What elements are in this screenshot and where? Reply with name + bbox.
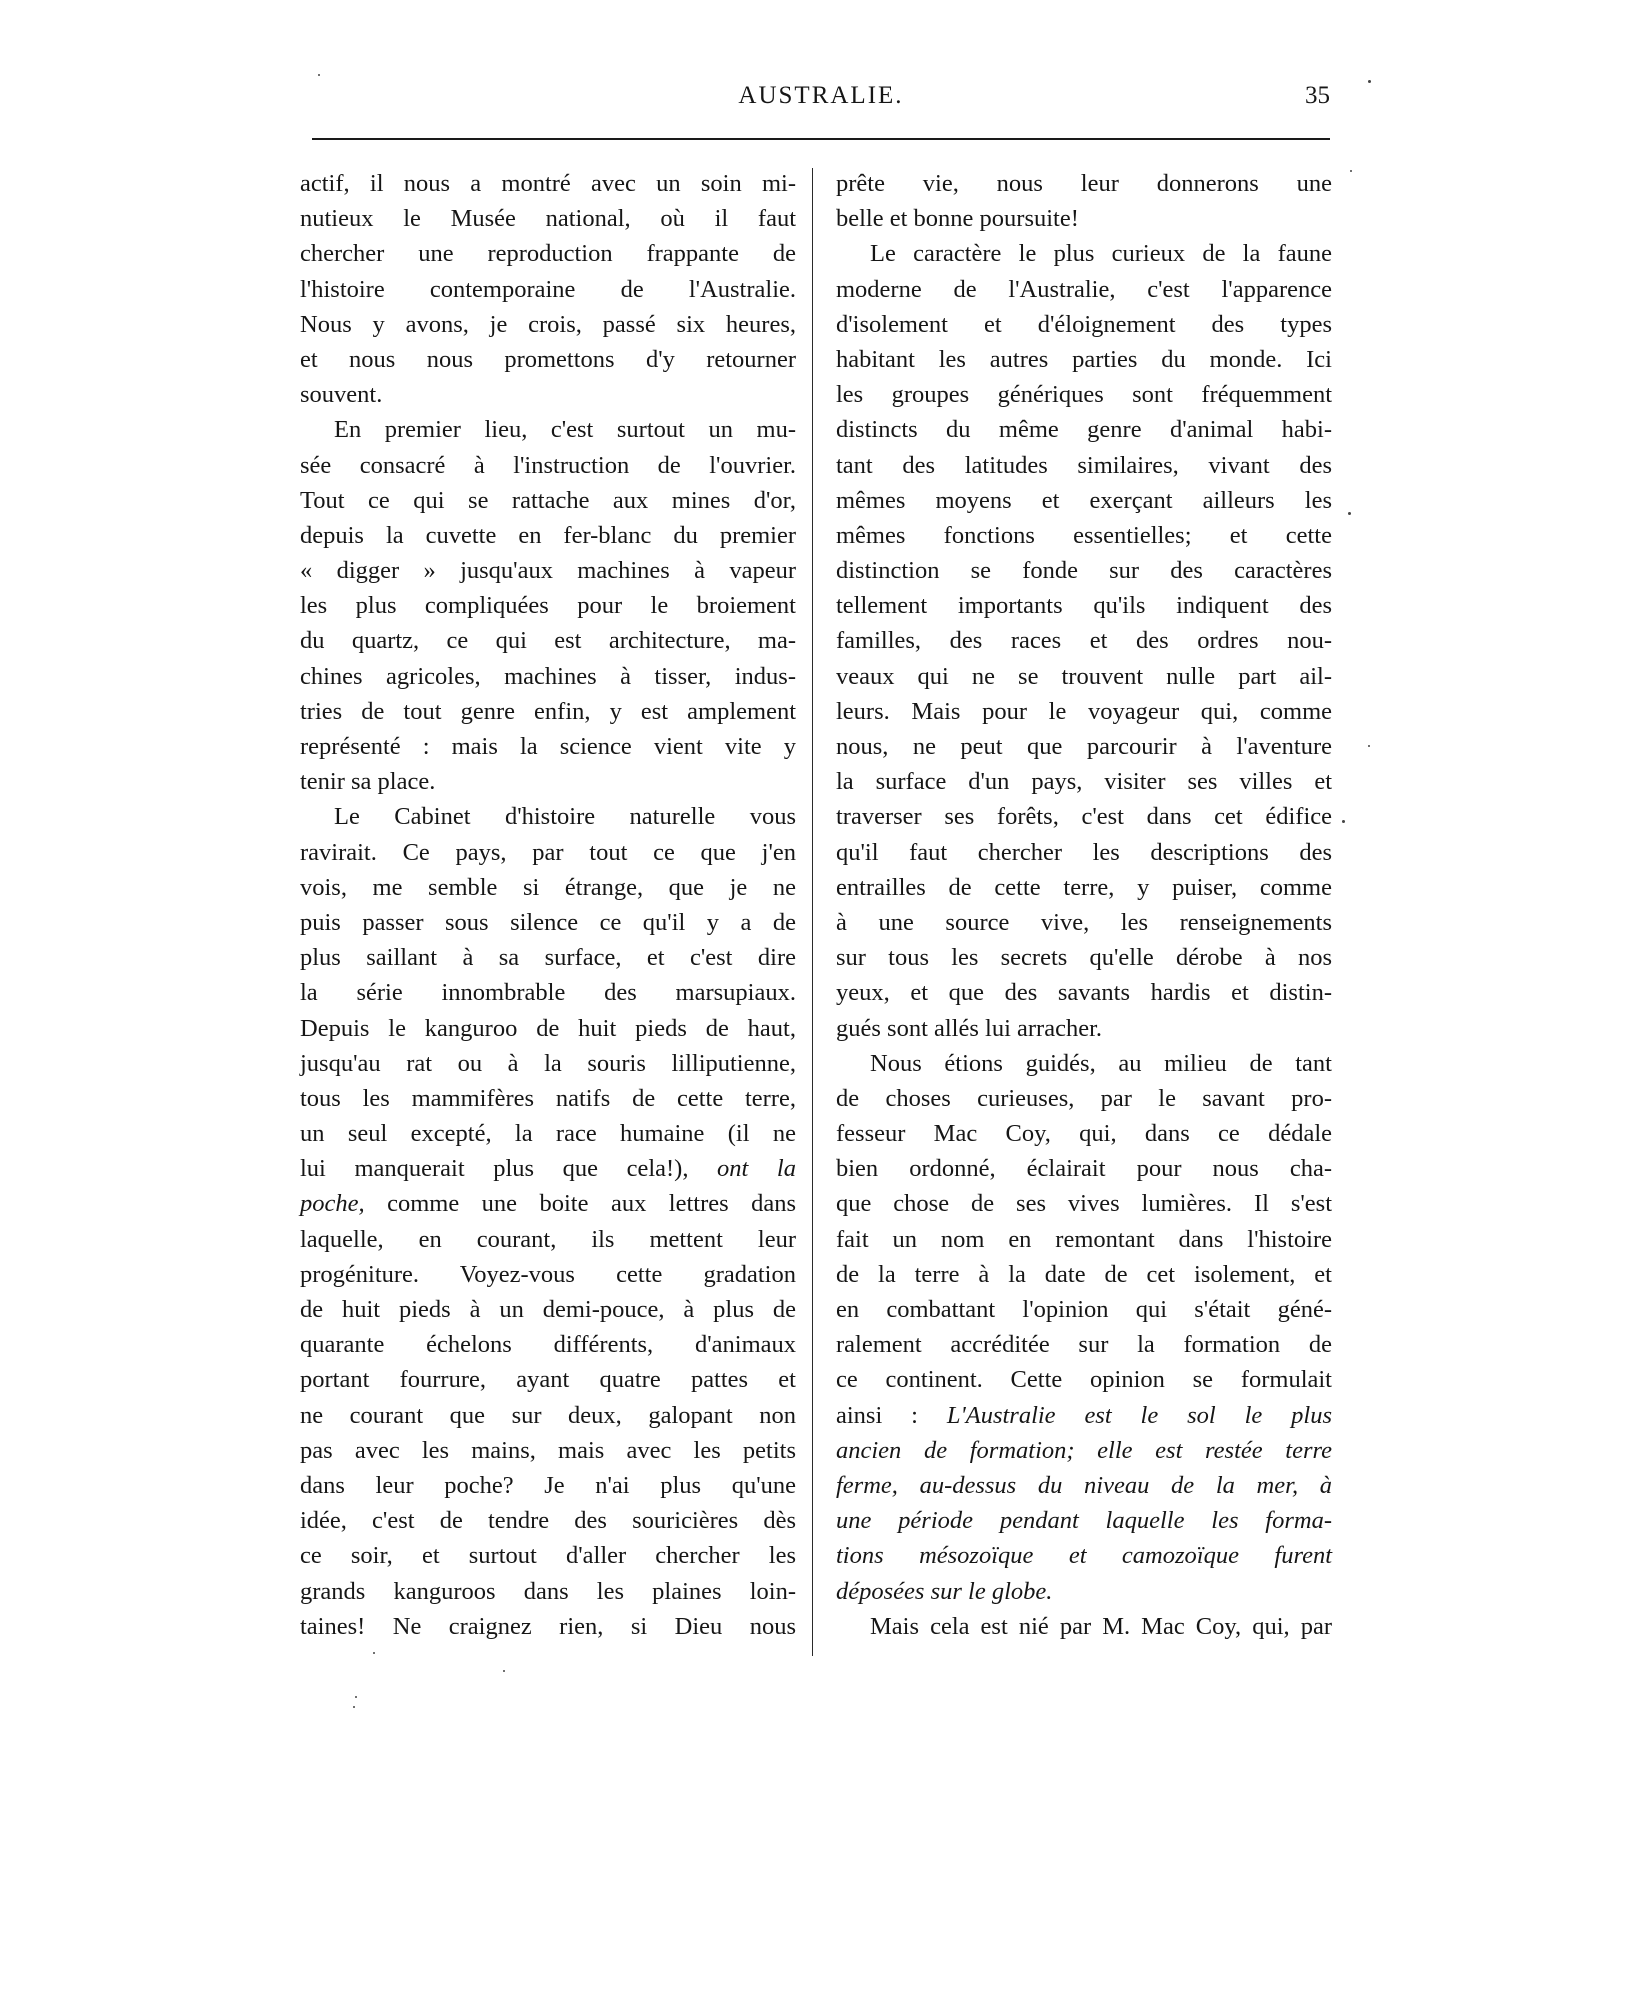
text-line	[300, 1222, 796, 1257]
text-line	[836, 307, 1332, 342]
scan-speck	[355, 1696, 357, 1698]
line-text: dans leur poche? Je n'ai plus qu'une	[300, 1471, 796, 1499]
text-line	[836, 553, 1332, 588]
line-text: chercher une reproduction frappante de	[300, 240, 796, 268]
italic-text: ont la	[717, 1155, 796, 1183]
text-line	[836, 764, 1332, 799]
line-text: jusqu'au rat ou à la souris lilliputienne,	[300, 1049, 796, 1077]
line-text: puis passer sous silence ce qu'il y a de	[300, 908, 796, 936]
line-text: ancien de formation; elle est restée terre	[836, 1436, 1332, 1464]
text-line	[300, 1433, 796, 1468]
line-text: Le caractère le plus curieux de la faune	[870, 240, 1332, 268]
line-text: moderne de l'Australie, c'est l'apparence	[836, 275, 1332, 303]
left-column	[300, 166, 796, 1644]
page-number: 35	[1305, 82, 1330, 109]
text-line	[300, 1046, 796, 1081]
text-line	[300, 236, 796, 271]
line-text: l'histoire contemporaine de l'Australie.	[300, 275, 796, 303]
text-line	[836, 1222, 1332, 1257]
text-line	[836, 1503, 1332, 1538]
text-line	[836, 1292, 1332, 1327]
line-text: yeux, et que des savants hardis et distin-	[836, 979, 1332, 1007]
line-text: un seul excepté, la race humaine (il ne	[300, 1120, 796, 1148]
line-text: vois, me semble si étrange, que je ne	[300, 873, 796, 901]
text-line	[836, 1116, 1332, 1151]
line-text: « digger » jusqu'aux machines à vapeur	[300, 557, 796, 585]
line-text: belle et bonne poursuite!	[836, 205, 1079, 233]
text-line	[300, 412, 796, 447]
text-line	[300, 307, 796, 342]
text-line	[836, 835, 1332, 870]
text-line	[300, 448, 796, 483]
text-line	[300, 1292, 796, 1327]
line-text: du quartz, ce qui est architecture, ma-	[300, 627, 796, 655]
text-line	[836, 377, 1332, 412]
line-text: plus saillant à sa surface, et c'est dire	[300, 944, 796, 972]
text-line	[836, 659, 1332, 694]
text-line	[300, 1011, 796, 1046]
line-text: la série innombrable des marsupiaux.	[300, 979, 796, 1007]
column-divider	[812, 168, 813, 1656]
scan-speck	[503, 1670, 505, 1672]
text-line	[836, 412, 1332, 447]
line-text: actif, il nous a montré avec un soin mi-	[300, 170, 796, 197]
text-line	[836, 799, 1332, 834]
text-line	[836, 1257, 1332, 1292]
line-text: habitant les autres parties du monde. Ici	[836, 345, 1332, 373]
text-line	[836, 1186, 1332, 1221]
text-line	[300, 1362, 796, 1397]
text-line	[836, 975, 1332, 1010]
text-line	[836, 1538, 1332, 1573]
line-text: Nous étions guidés, au milieu de tant	[870, 1049, 1332, 1077]
text-line	[300, 659, 796, 694]
text-line	[836, 905, 1332, 940]
line-text: à une source vive, les renseignements	[836, 908, 1332, 936]
line-text: Depuis le kanguroo de huit pieds de haut,	[300, 1014, 796, 1042]
line-text: ferme, au-dessus du niveau de la mer, à	[836, 1471, 1332, 1499]
text-line	[836, 483, 1332, 518]
text-line	[836, 1011, 1332, 1046]
line-text: une période pendant laquelle les forma-	[836, 1507, 1332, 1535]
text-line	[836, 870, 1332, 905]
text-line	[836, 1609, 1332, 1644]
line-text: depuis la cuvette en fer-blanc du premier	[300, 521, 796, 549]
line-text: les plus compliquées pour le broiement	[300, 592, 796, 620]
line-text: tellement importants qu'ils indiquent des	[836, 592, 1332, 620]
text-line	[836, 518, 1332, 553]
text-line	[300, 1538, 796, 1573]
text-line	[300, 940, 796, 975]
right-column	[836, 166, 1332, 1644]
line-text: mêmes moyens et exerçant ailleurs les	[836, 486, 1332, 514]
text-line	[300, 342, 796, 377]
text-line	[836, 1151, 1332, 1186]
header-rule	[312, 138, 1330, 140]
text-line	[836, 236, 1332, 271]
line-text: et nous nous promettons d'y retourner	[300, 345, 796, 373]
text-line	[300, 1609, 796, 1644]
line-text: veaux qui ne se trouvent nulle part ail-	[836, 662, 1332, 690]
line-text: distinction se fonde sur des caractères	[836, 557, 1332, 585]
line-text: Le Cabinet d'histoire naturelle vous	[334, 803, 796, 831]
line-text: entrailles de cette terre, y puiser, comme	[836, 873, 1332, 901]
line-text: quarante échelons différents, d'animaux	[300, 1331, 796, 1359]
text-line	[300, 1327, 796, 1362]
line-text: Tout ce qui se rattache aux mines d'or,	[300, 486, 796, 514]
scan-speck	[1368, 80, 1371, 83]
text-line	[836, 1574, 1332, 1609]
line-text: grands kanguroos dans les plaines loin-	[300, 1577, 796, 1605]
line-text: pas avec les mains, mais avec les petits	[300, 1436, 796, 1464]
line-text: la surface d'un pays, visiter ses villes et	[836, 768, 1332, 796]
scan-speck	[373, 1652, 375, 1654]
line-text: ralement accréditée sur la formation de	[836, 1331, 1332, 1359]
scan-speck	[353, 1706, 355, 1708]
text-line	[300, 1116, 796, 1151]
text-line	[300, 623, 796, 658]
running-header	[312, 78, 1330, 118]
text-line	[300, 1574, 796, 1609]
line-text: traverser ses forêts, c'est dans cet édifice	[836, 803, 1332, 831]
line-text: en combattant l'opinion qui s'était géné-	[836, 1296, 1332, 1323]
line-text: chines agricoles, machines à tisser, indus-	[300, 662, 796, 690]
line-text: sur tous les secrets qu'elle dérobe à nos	[836, 944, 1332, 972]
line-text: comme une boite aux lettres dans	[387, 1190, 797, 1218]
text-line	[300, 1151, 796, 1186]
text-line	[836, 448, 1332, 483]
line-text: portant fourrure, ayant quatre pattes et	[300, 1366, 796, 1394]
scan-speck	[1342, 820, 1345, 823]
line-text: En premier lieu, c'est surtout un mu-	[334, 416, 796, 444]
line-text: taines! Ne craignez rien, si Dieu nous	[300, 1612, 796, 1640]
text-line	[836, 1327, 1332, 1362]
text-line	[836, 342, 1332, 377]
text-line	[300, 166, 796, 201]
text-line	[300, 729, 796, 764]
line-text: leurs. Mais pour le voyageur qui, comme	[836, 697, 1332, 725]
line-text: mêmes fonctions essentielles; et cette	[836, 521, 1332, 549]
text-line	[300, 1398, 796, 1433]
italic-text: poche,	[300, 1190, 365, 1218]
line-text: fesseur Mac Coy, qui, dans ce dédale	[836, 1120, 1332, 1148]
line-text: d'isolement et d'éloignement des types	[836, 310, 1332, 338]
line-text: souvent.	[300, 381, 383, 409]
line-text: prête vie, nous leur donnerons une	[836, 170, 1332, 197]
text-line	[836, 729, 1332, 764]
line-text: Nous y avons, je crois, passé six heures,	[300, 310, 796, 338]
text-line	[836, 272, 1332, 307]
line-text: distincts du même genre d'animal habi-	[836, 416, 1332, 444]
line-text: laquelle, en courant, ils mettent leur	[300, 1225, 796, 1253]
text-line	[836, 694, 1332, 729]
text-line	[836, 1398, 1332, 1433]
text-line	[300, 518, 796, 553]
text-line	[300, 201, 796, 236]
text-line	[300, 905, 796, 940]
line-text: ravirait. Ce pays, par tout ce que j'en	[300, 838, 796, 866]
line-text: tant des latitudes similaires, vivant des	[836, 451, 1332, 479]
line-text: ce soir, et surtout d'aller chercher les	[300, 1542, 796, 1570]
text-line	[300, 835, 796, 870]
text-line	[300, 870, 796, 905]
text-line	[300, 272, 796, 307]
text-line	[300, 694, 796, 729]
line-text: nutieux le Musée national, où il faut	[300, 205, 796, 233]
line-text: ne courant que sur deux, galopant non	[300, 1401, 796, 1429]
text-line	[300, 553, 796, 588]
line-text: tenir sa place.	[300, 768, 436, 796]
text-line	[836, 588, 1332, 623]
text-line	[836, 1433, 1332, 1468]
line-text: idée, c'est de tendre des souricières dès	[300, 1507, 796, 1535]
line-text: qu'il faut chercher les descriptions des	[836, 838, 1332, 866]
line-text: de la terre à la date de cet isolement, et	[836, 1260, 1332, 1288]
line-text: Mais cela est nié par M. Mac Coy, qui, par	[870, 1612, 1332, 1640]
text-line	[300, 1257, 796, 1292]
text-line	[300, 483, 796, 518]
line-text: nous, ne peut que parcourir à l'aventure	[836, 733, 1332, 760]
line-text: de huit pieds à un demi-pouce, à plus de	[300, 1296, 796, 1323]
text-line	[300, 1503, 796, 1538]
text-line	[836, 1468, 1332, 1503]
text-line	[836, 940, 1332, 975]
italic-text: L'Australie est le sol le plus	[946, 1401, 1332, 1429]
text-line	[300, 588, 796, 623]
line-text: tions mésozoïque et camozoïque furent	[836, 1542, 1332, 1570]
text-line	[300, 377, 796, 412]
text-line	[836, 166, 1332, 201]
line-text: déposées sur le globe.	[836, 1577, 1053, 1605]
line-text: représenté : mais la science vient vite y	[300, 733, 796, 760]
scan-speck	[1350, 170, 1352, 172]
text-line	[836, 1362, 1332, 1397]
scan-speck	[318, 74, 320, 76]
line-text: familles, des races et des ordres nou-	[836, 627, 1332, 655]
line-text: sée consacré à l'instruction de l'ouvrier.	[300, 451, 796, 479]
text-line	[300, 1468, 796, 1503]
text-line	[300, 975, 796, 1010]
line-text: progéniture. Voyez-vous cette gradation	[300, 1260, 796, 1288]
scan-speck	[1368, 745, 1370, 747]
line-text: les groupes génériques sont fréquemment	[836, 381, 1332, 409]
line-text: lui manquerait plus que cela!),	[300, 1155, 689, 1183]
text-line	[300, 764, 796, 799]
scan-speck	[1348, 512, 1351, 515]
line-text: bien ordonné, éclairait pour nous cha-	[836, 1155, 1332, 1183]
line-text: fait un nom en remontant dans l'histoire	[836, 1225, 1332, 1253]
running-title: AUSTRALIE.	[738, 82, 904, 109]
text-line	[836, 201, 1332, 236]
line-text: tries de tout genre enfin, y est amplement	[300, 697, 796, 725]
line-text: tous les mammifères natifs de cette terre,	[300, 1084, 796, 1112]
text-line	[300, 1186, 796, 1221]
line-text: ainsi :	[836, 1401, 918, 1429]
text-line	[836, 1081, 1332, 1116]
text-line	[836, 623, 1332, 658]
text-line	[300, 799, 796, 834]
line-text: que chose de ses vives lumières. Il s'est	[836, 1190, 1332, 1218]
line-text: gués sont allés lui arracher.	[836, 1014, 1103, 1042]
text-line	[300, 1081, 796, 1116]
line-text: de choses curieuses, par le savant pro-	[836, 1084, 1332, 1112]
line-text: ce continent. Cette opinion se formulait	[836, 1366, 1332, 1394]
text-line	[836, 1046, 1332, 1081]
